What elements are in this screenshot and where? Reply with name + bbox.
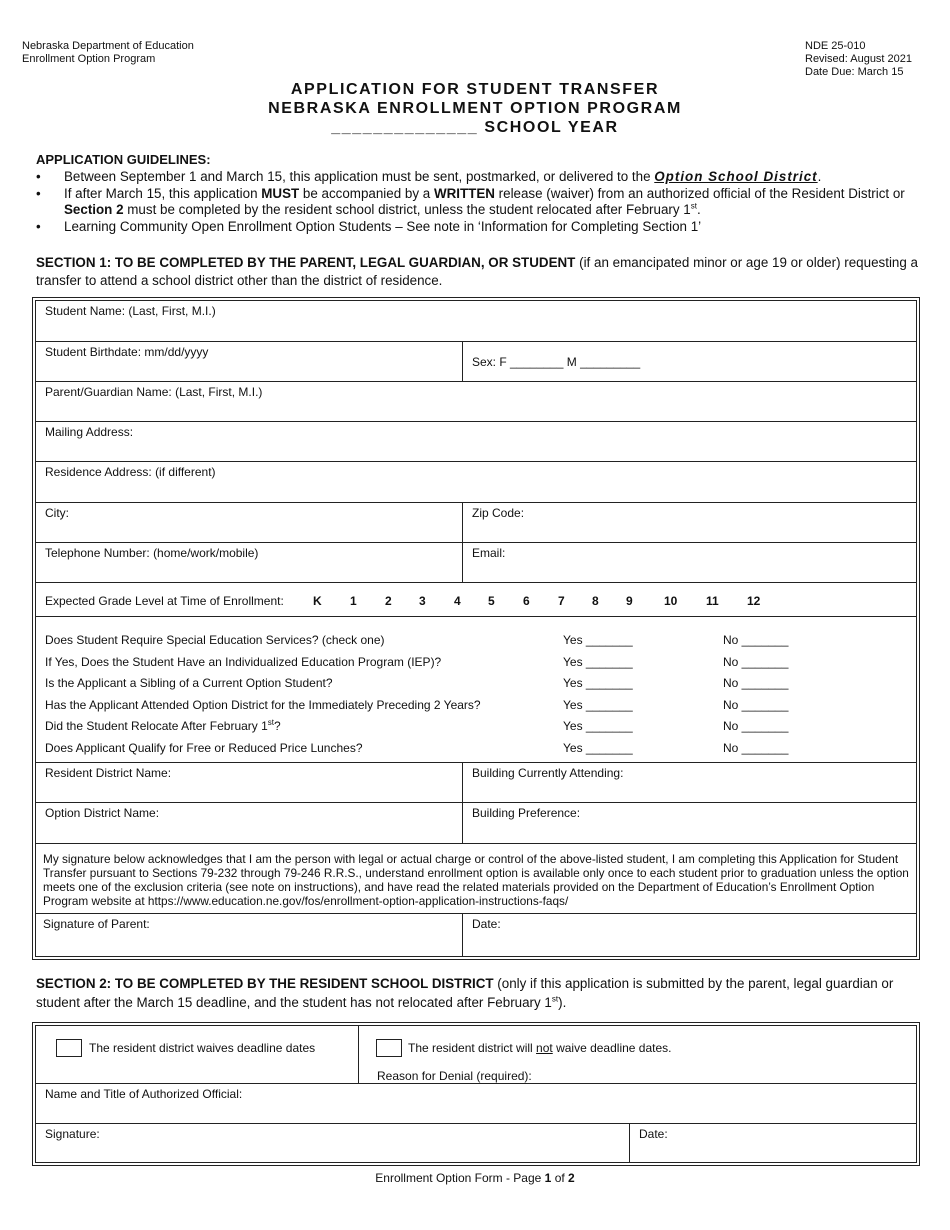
title-line-2: NEBRASKA ENROLLMENT OPTION PROGRAM [268,100,682,117]
option-district-field[interactable] [36,803,462,844]
yes-blank[interactable]: Yes _______ [563,655,633,669]
grade-option[interactable]: K [313,594,322,608]
grade-option[interactable]: 6 [523,594,530,608]
guideline-1: • Between September 1 and March 15, this application must be sent, postmarked, or delivered to the Option School District. [36,169,918,185]
zip-field[interactable] [462,503,916,543]
section-1-form [35,300,917,957]
page-number: 1 [544,1171,552,1185]
sex-label: Sex: F ________ M _________ [472,355,641,369]
district-signature-label: Signature: [45,1127,100,1141]
building-current-label: Building Currently Attending: [472,766,624,780]
revised-date: Revised: August 2021 [805,53,913,65]
grade-option[interactable]: 8 [592,594,599,608]
section-2-heading: SECTION 2: TO BE COMPLETED BY THE RESIDENT SCHOOL DISTRICT (only if this application is submitted by the parent, legal guardian or student after the March 15 deadline, and the student has not relocated after February 1st). [36,976,894,1010]
guidelines-heading: APPLICATION GUIDELINES: [36,152,211,167]
waive-checkbox[interactable] [56,1039,82,1057]
signature-date-field[interactable] [462,914,916,957]
parent-signature-label: Signature of Parent: [43,917,150,931]
grade-option[interactable]: 9 [626,594,633,608]
grade-option[interactable]: 1 [350,594,357,608]
waive-label: The resident district waives deadline dates [89,1041,316,1055]
guideline-3: • Learning Community Open Enrollment Option Students – See note in ‘Information for Completing Section 1’ [36,219,918,235]
grade-option[interactable]: 4 [454,594,461,608]
no-blank[interactable]: No _______ [723,655,789,669]
grade-level-row [36,582,916,617]
parent-name-label: Parent/Guardian Name: (Last, First, M.I.) [45,385,263,399]
yes-blank[interactable]: Yes _______ [563,698,633,712]
form-title [0,80,950,137]
district-date-field[interactable] [629,1124,916,1163]
grade-option[interactable]: 12 [747,594,761,608]
program-name: Enrollment Option Program [22,53,156,65]
yes-blank[interactable]: Yes _______ [563,676,633,690]
grade-option[interactable]: 2 [385,594,392,608]
no-blank[interactable]: No _______ [723,698,789,712]
resident-district-label: Resident District Name: [45,766,172,780]
mailing-address-label: Mailing Address: [45,425,134,439]
mailing-address-field[interactable] [36,421,916,462]
residence-address-field[interactable] [36,461,916,503]
no-blank[interactable]: No _______ [723,633,789,647]
grade-option[interactable]: 3 [419,594,426,608]
student-name-label: Student Name: (Last, First, M.I.) [45,304,216,318]
district-date-label: Date: [639,1127,668,1141]
city-field[interactable] [36,503,462,543]
acknowledgement [36,843,916,914]
parent-name-field[interactable] [36,381,916,422]
yes-blank[interactable]: Yes _______ [563,719,633,733]
section-2-form [35,1025,917,1163]
residence-address-label: Residence Address: (if different) [45,465,216,479]
option-school-district-emphasis: Option School District [654,169,818,184]
not-waive-checkbox[interactable] [376,1039,402,1057]
city-label: City: [45,506,69,520]
no-blank[interactable]: No _______ [723,741,789,755]
birthdate-label: Student Birthdate: mm/dd/yyyy [45,345,209,359]
section-1-heading: SECTION 1: TO BE COMPLETED BY THE PARENT, LEGAL GUARDIAN, OR STUDENT (if an emancipated minor or age 19 or older) requesting a transfer to attend a school district other than the district of residence. [36,255,918,288]
student-name-field[interactable] [36,301,916,341]
yes-blank[interactable]: Yes _______ [563,741,633,755]
telephone-field[interactable] [36,543,462,583]
question-relocate: Did the Student Relocate After February 1st? [45,718,281,733]
form-info [805,40,912,79]
option-district-label: Option District Name: [45,806,160,820]
question-attended-2-years: Has the Applicant Attended Option District for the Immediately Preceding 2 Years? [45,698,481,712]
org-name: Nebraska Department of Education [22,40,194,52]
title-line-1: APPLICATION FOR STUDENT TRANSFER [290,81,660,98]
no-blank[interactable]: No _______ [723,676,789,690]
org-header [22,40,194,66]
building-preference-field[interactable] [462,803,916,844]
signature-date-label: Date: [472,917,501,931]
eligibility-questions [36,616,916,763]
building-current-field[interactable] [462,763,916,803]
not-waive-option [358,1026,916,1083]
title-line-3-school-year[interactable]: ______________ SCHOOL YEAR [331,119,619,136]
resident-district-field[interactable] [36,763,462,803]
telephone-label: Telephone Number: (home/work/mobile) [45,546,259,560]
yes-blank[interactable]: Yes _______ [563,633,633,647]
reason-for-denial-label[interactable]: Reason for Denial (required): [377,1069,532,1083]
page-footer: Enrollment Option Form - Page 1 of 2 [375,1171,575,1185]
grade-level-label: Expected Grade Level at Time of Enrollment: [45,594,284,608]
email-field[interactable] [462,543,916,583]
question-free-lunch: Does Applicant Qualify for Free or Reduced Price Lunches? [45,741,363,755]
official-name-field[interactable] [36,1083,916,1124]
page-total: 2 [568,1171,575,1185]
acknowledgement-text: My signature below acknowledges that I am the person with legal or actual charge or control of the above-listed student, I am completing this Application for Student Transfer pursuant to Sections 79-232 through 79-246 R.R.S., understand enrollment option is available only once to each student prior to graduation unless the option meets one of the exclusion criteria (see note on instructions), and have read the related materials provided on the Department of Education’s Enrollment Option Program website at https://www.education.ne.gov/fos/enrollment-option-application-instructions-faqs/ [43,852,909,908]
grade-option[interactable]: 5 [488,594,495,608]
zip-label: Zip Code: [472,506,525,520]
due-date: Date Due: March 15 [805,66,904,78]
grade-option[interactable]: 11 [706,594,719,608]
question-iep: If Yes, Does the Student Have an Individualized Education Program (IEP)? [45,655,442,669]
question-special-education: Does Student Require Special Education Services? (check one) [45,633,385,647]
no-blank[interactable]: No _______ [723,719,789,733]
district-signature-field[interactable] [36,1124,629,1163]
not-waive-label: The resident district will not waive deadline dates. [408,1041,672,1055]
parent-signature-field[interactable] [36,914,462,957]
guidelines-list [36,169,918,236]
grade-option[interactable]: 7 [558,594,565,608]
email-label: Email: [472,546,506,560]
birthdate-field[interactable] [36,342,462,382]
official-name-label: Name and Title of Authorized Official: [45,1087,243,1101]
building-preference-label: Building Preference: [472,806,581,820]
guideline-2: • If after March 15, this application MUST be accompanied by a WRITTEN release (waiver) from an authorized official of the Resident District or Section 2 must be completed by the resident school district, unless the student relocated after February 1st. [36,186,918,218]
form-number: NDE 25-010 [805,40,866,52]
waive-option [36,1026,358,1083]
grade-option[interactable]: 10 [664,594,678,608]
sex-field[interactable] [462,342,916,382]
question-sibling: Is the Applicant a Sibling of a Current Option Student? [45,676,333,690]
